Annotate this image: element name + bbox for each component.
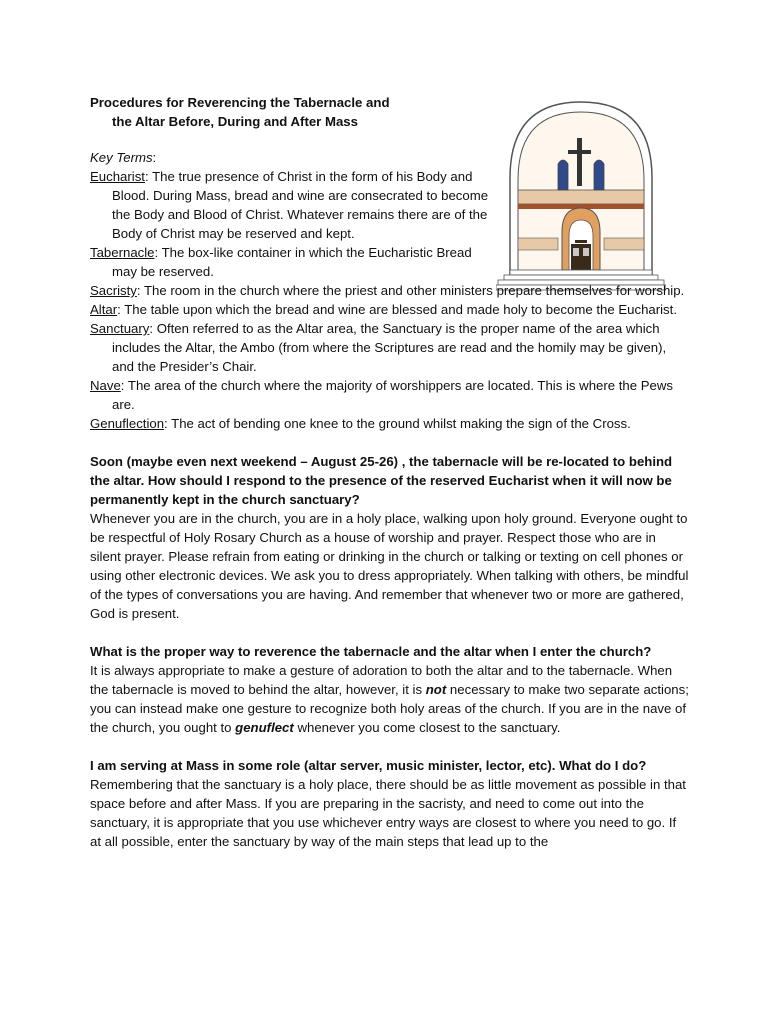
key-terms-heading xyxy=(90,148,690,167)
term-genuflection: Genuflection: The act of bending one knee to the ground whilst making the sign of the Cross. xyxy=(90,416,631,431)
term-definition: The area of the church where the majority of worshippers are located. This is where the Pews are. xyxy=(112,378,673,412)
term-definition: The room in the church where the priest and other ministers prepare themselves for worship. xyxy=(144,283,685,298)
answer-text: It is always appropriate to make a gesture of adoration to both the altar and to the tabernacle. When the tabernacle is moved to behind the altar, however, it is xyxy=(90,663,673,697)
key-terms-label: Key Terms xyxy=(90,150,153,165)
key-terms-section xyxy=(90,148,690,851)
term-name: Sanctuary xyxy=(90,321,150,336)
title-line-2: the Altar Before, During and After Mass xyxy=(112,114,358,129)
faq-section-tabernacle-relocation xyxy=(90,452,690,623)
term-name: Tabernacle xyxy=(90,245,155,260)
term-sanctuary: Sanctuary: Often referred to as the Altar area, the Sanctuary is the proper name of the area which includes the Altar, the Ambo (from where the Scriptures are read and the homily may be given), and the Presider’s Chair. xyxy=(90,321,667,374)
faq-answer xyxy=(90,661,690,737)
term-name: Eucharist xyxy=(90,169,145,184)
faq-answer: Remembering that the sanctuary is a holy place, there should be as little movement as possible in that space before and after Mass. If you are preparing in the sacristy, and need to come out into the sanctuary, it is appropriate that you use whichever entry ways are closest to where you need to go. If at all possible, enter the sanctuary by way of the main steps that lead up to the xyxy=(90,777,686,849)
term-definition: The act of bending one knee to the ground whilst making the sign of the Cross. xyxy=(171,416,631,431)
faq-section-serving xyxy=(90,756,690,851)
term-name: Sacristy xyxy=(90,283,137,298)
term-name: Genuflection xyxy=(90,416,165,431)
term-nave: Nave: The area of the church where the majority of worshippers are located. This is where the Pews are. xyxy=(90,378,673,412)
term-name: Nave xyxy=(90,378,121,393)
answer-text: whenever you come closest to the sanctuary. xyxy=(293,720,561,735)
document-title xyxy=(90,93,390,131)
term-name: Altar xyxy=(90,302,118,317)
faq-question: What is the proper way to reverence the tabernacle and the altar when I enter the church? xyxy=(90,644,652,659)
emphasis-genuflect: genuflect xyxy=(235,720,294,735)
faq-question: Soon (maybe even next weekend – August 25-26) , the tabernacle will be re-located to behind the altar. How should I respond to the presence of the reserved Eucharist when it will now be permanently kept in the church sanctuary? xyxy=(90,454,673,507)
faq-question: I am serving at Mass in some role (altar server, music minister, lector, etc). What do I do? xyxy=(90,758,647,773)
term-definition: The table upon which the bread and wine are blessed and made holy to become the Eucharist. xyxy=(124,302,677,317)
faq-answer: Whenever you are in the church, you are in a holy place, walking upon holy ground. Everyone ought to be respectful of Holy Rosary Church as a house of worship and prayer. Respect those who are in silent prayer. Please refrain from eating or drinking in the church or talking or texting on cell phones or using other electronic devices. We ask you to dress appropriately. When talking with others, be mindful of the types of conversations you are having. And remember that whenever two or more are gathered, God is present. xyxy=(90,511,689,621)
term-eucharist: Eucharist: The true presence of Christ in the form of his Body and Blood. During Mass, bread and wine are consecrated to become the Body and Blood of Christ. Whatever remains there are of the Body of Christ may be reserved and kept. xyxy=(90,169,489,241)
answer-text: necessary to make two separate actions; you can instead make one gesture to recognize both holy areas of the church. If you are in the nave of the church, you ought to xyxy=(90,682,689,735)
emphasis-not: not xyxy=(425,682,447,697)
term-altar: Altar: The table upon which the bread and wine are blessed and made holy to become the Eucharist. xyxy=(90,302,677,317)
term-definition: The box-like container in which the Eucharistic Bread may be reserved. xyxy=(112,245,472,279)
key-terms-colon: : xyxy=(152,150,157,165)
title-line-1: Procedures for Reverencing the Tabernacle and xyxy=(90,95,390,110)
term-sacristy: Sacristy: The room in the church where the priest and other ministers prepare themselves for worship. xyxy=(90,283,685,298)
term-tabernacle: Tabernacle: The box-like container in which the Eucharistic Bread may be reserved. xyxy=(90,245,472,279)
faq-section-reverence xyxy=(90,642,690,737)
term-definition: The true presence of Christ in the form of his Body and Blood. During Mass, bread and wine are consecrated to become the Body and Blood of Christ. Whatever remains there are of the Body of Christ may be reserved and kept. xyxy=(112,169,489,241)
term-definition: Often referred to as the Altar area, the Sanctuary is the proper name of the area which includes the Altar, the Ambo (from where the Scriptures are read and the homily may be given), and the Presider’s Chair. xyxy=(112,321,667,374)
